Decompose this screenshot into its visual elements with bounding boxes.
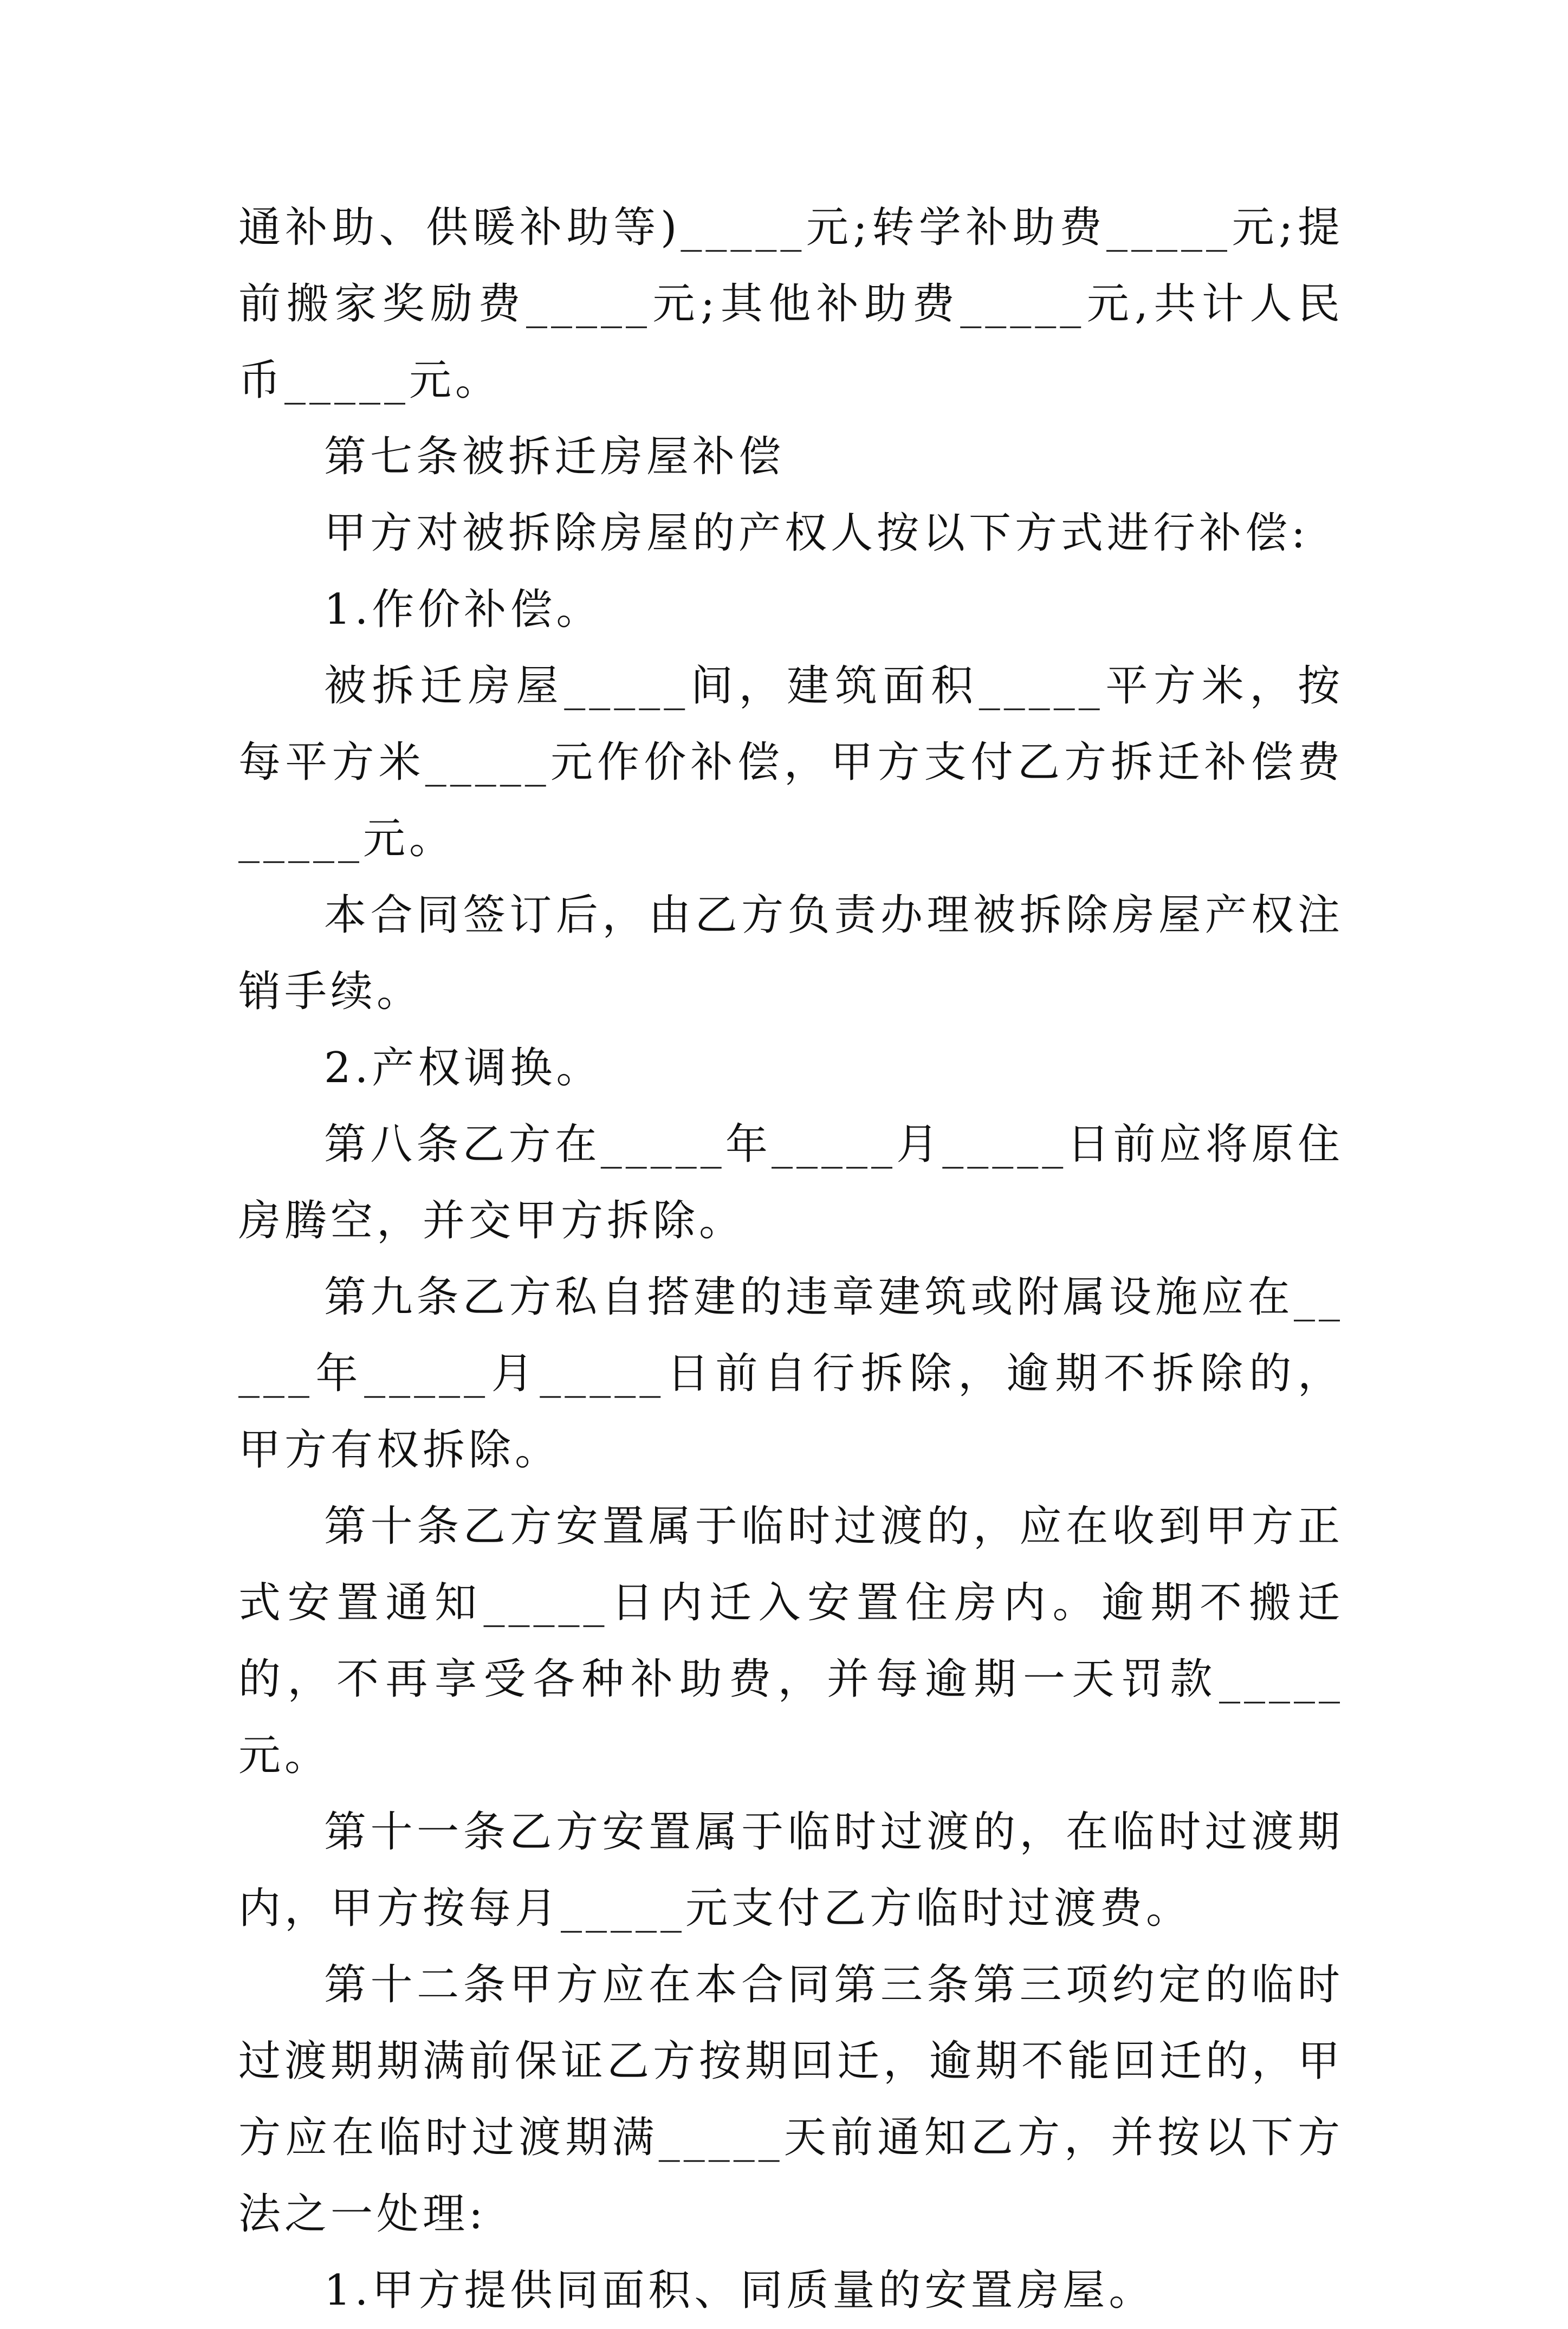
paragraph-article-9: 第九条乙方私自搭建的违章建筑或附属设施应在_____年_____月_____日前自行拆除，逾期不拆除的，甲方有权拆除。 <box>238 1273 1344 1474</box>
paragraph-title-cancellation: 本合同签订后，由乙方负责办理被拆除房屋产权注销手续。 <box>238 891 1344 1016</box>
paragraph-subsidy-continuation: 通补助、供暖补助等)_____元;转学补助费_____元;提前搬家奖励费_____元;其他补助费_____元,共计人民币_____元。 <box>238 203 1344 405</box>
paragraph-house-area-compensation: 被拆迁房屋_____间，建筑面积_____平方米，按每平方米_____元作价补偿，甲方支付乙方拆迁补偿费_____元。 <box>238 662 1344 863</box>
paragraph-article-8: 第八条乙方在_____年_____月_____日前应将原住房腾空，并交甲方拆除。 <box>238 1120 1344 1245</box>
paragraph-article-11: 第十一条乙方安置属于临时过渡的，在临时过渡期内，甲方按每月_____元支付乙方临时过渡费。 <box>238 1808 1344 1933</box>
paragraph-valuation-compensation: 1.作价补偿。 <box>324 585 602 634</box>
paragraph-article-7-heading: 第七条被拆迁房屋补偿 <box>324 432 785 481</box>
paragraph-compensation-method: 甲方对被拆除房屋的产权人按以下方式进行补偿: <box>324 509 1310 558</box>
paragraph-article-10: 第十条乙方安置属于临时过渡的，应在收到甲方正式安置通知_____日内迁入安置住房内。逾期不搬迁的，不再享受各种补助费，并每逾期一天罚款_____元。 <box>238 1502 1344 1780</box>
paragraph-property-exchange: 2.产权调换。 <box>324 1044 602 1092</box>
paragraph-article-12: 第十二条甲方应在本合同第三条第三项约定的临时过渡期期满前保证乙方按期回迁，逾期不能回迁的，甲方应在临时过渡期满_____天前通知乙方，并按以下方法之一处理: <box>238 1961 1344 2239</box>
paragraph-same-area-housing: 1.甲方提供同面积、同质量的安置房屋。 <box>324 2266 1155 2315</box>
contract-body <box>238 190 1344 2329</box>
